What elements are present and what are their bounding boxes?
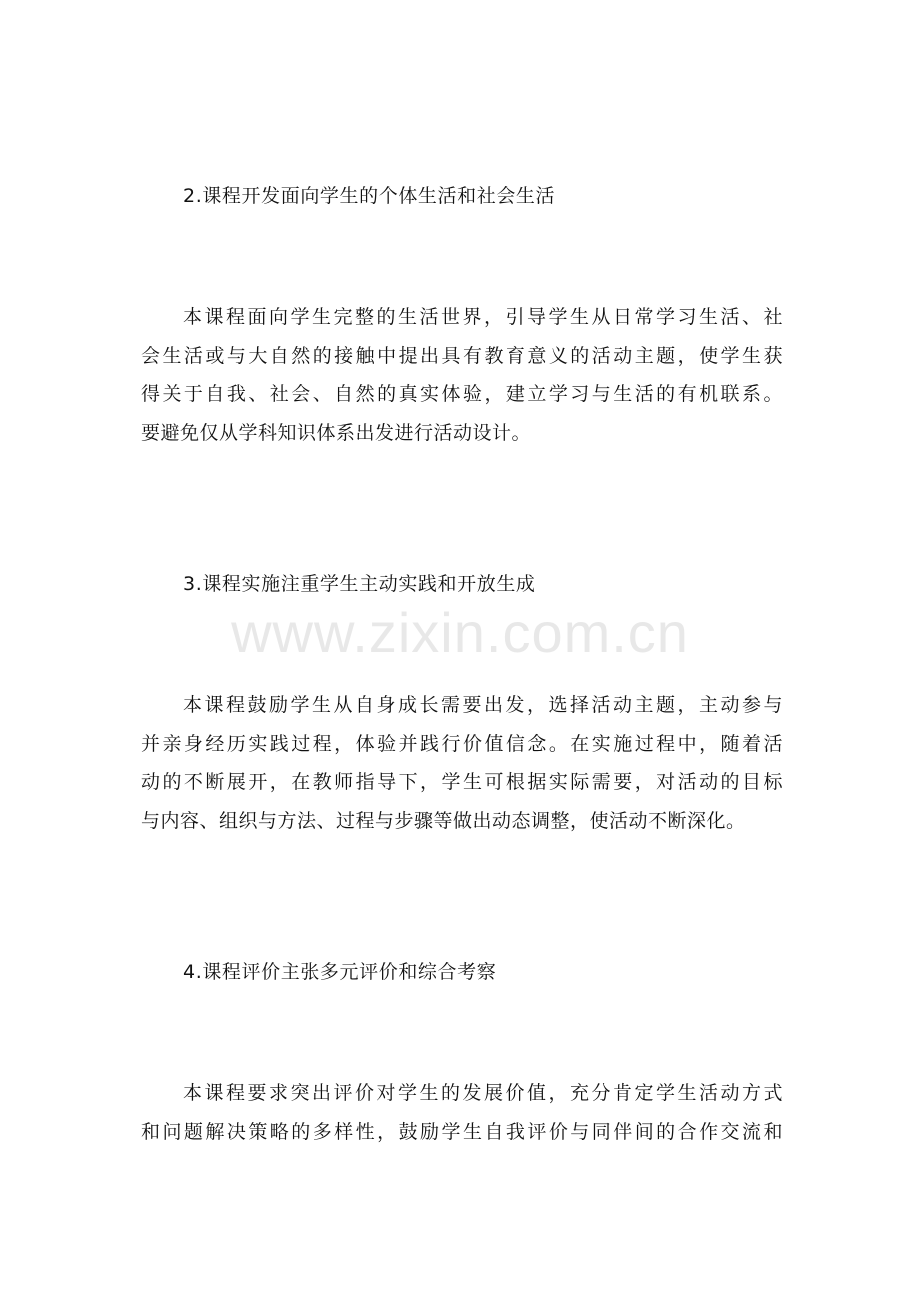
paragraph-line: 本课程要求突出评价对学生的发展价值，充分肯定学生活动方式 xyxy=(183,1082,783,1104)
paragraph-line: 与内容、组织与方法、过程与步骤等做出动态调整，使活动不断深化。 xyxy=(141,810,746,833)
section-paragraph-2 xyxy=(141,298,783,453)
paragraph-line: 动的不断展开，在教师指导下，学生可根据实际需要，对活动的目标 xyxy=(141,771,783,794)
watermark: www.zixin.com.cn xyxy=(231,601,689,664)
paragraph-line: 本课程鼓励学生从自身成长需要出发，选择活动主题，主动参与 xyxy=(183,694,783,716)
paragraph-line: 会生活或与大自然的接触中提出具有教育意义的活动主题，使学生获 xyxy=(141,344,783,367)
section-heading-2: 2.课程开发面向学生的个体生活和社会生活 xyxy=(183,185,556,207)
paragraph-line: 得关于自我、社会、自然的真实体验，建立学习与生活的有机联系。 xyxy=(141,383,783,406)
section-paragraph-4 xyxy=(141,1074,783,1151)
section-paragraph-3 xyxy=(141,686,783,841)
paragraph-line: 要避免仅从学科知识体系出发进行活动设计。 xyxy=(141,422,532,445)
section-heading-4: 4.课程评价主张多元评价和综合考察 xyxy=(183,961,497,983)
paragraph-line: 和问题解决策略的多样性，鼓励学生自我评价与同伴间的合作交流和 xyxy=(141,1120,783,1143)
paragraph-line: 并亲身经历实践过程，体验并践行价值信念。在实施过程中，随着活 xyxy=(141,732,783,755)
paragraph-line: 本课程面向学生完整的生活世界，引导学生从日常学习生活、社 xyxy=(183,306,783,328)
section-heading-3: 3.课程实施注重学生主动实践和开放生成 xyxy=(183,573,536,595)
